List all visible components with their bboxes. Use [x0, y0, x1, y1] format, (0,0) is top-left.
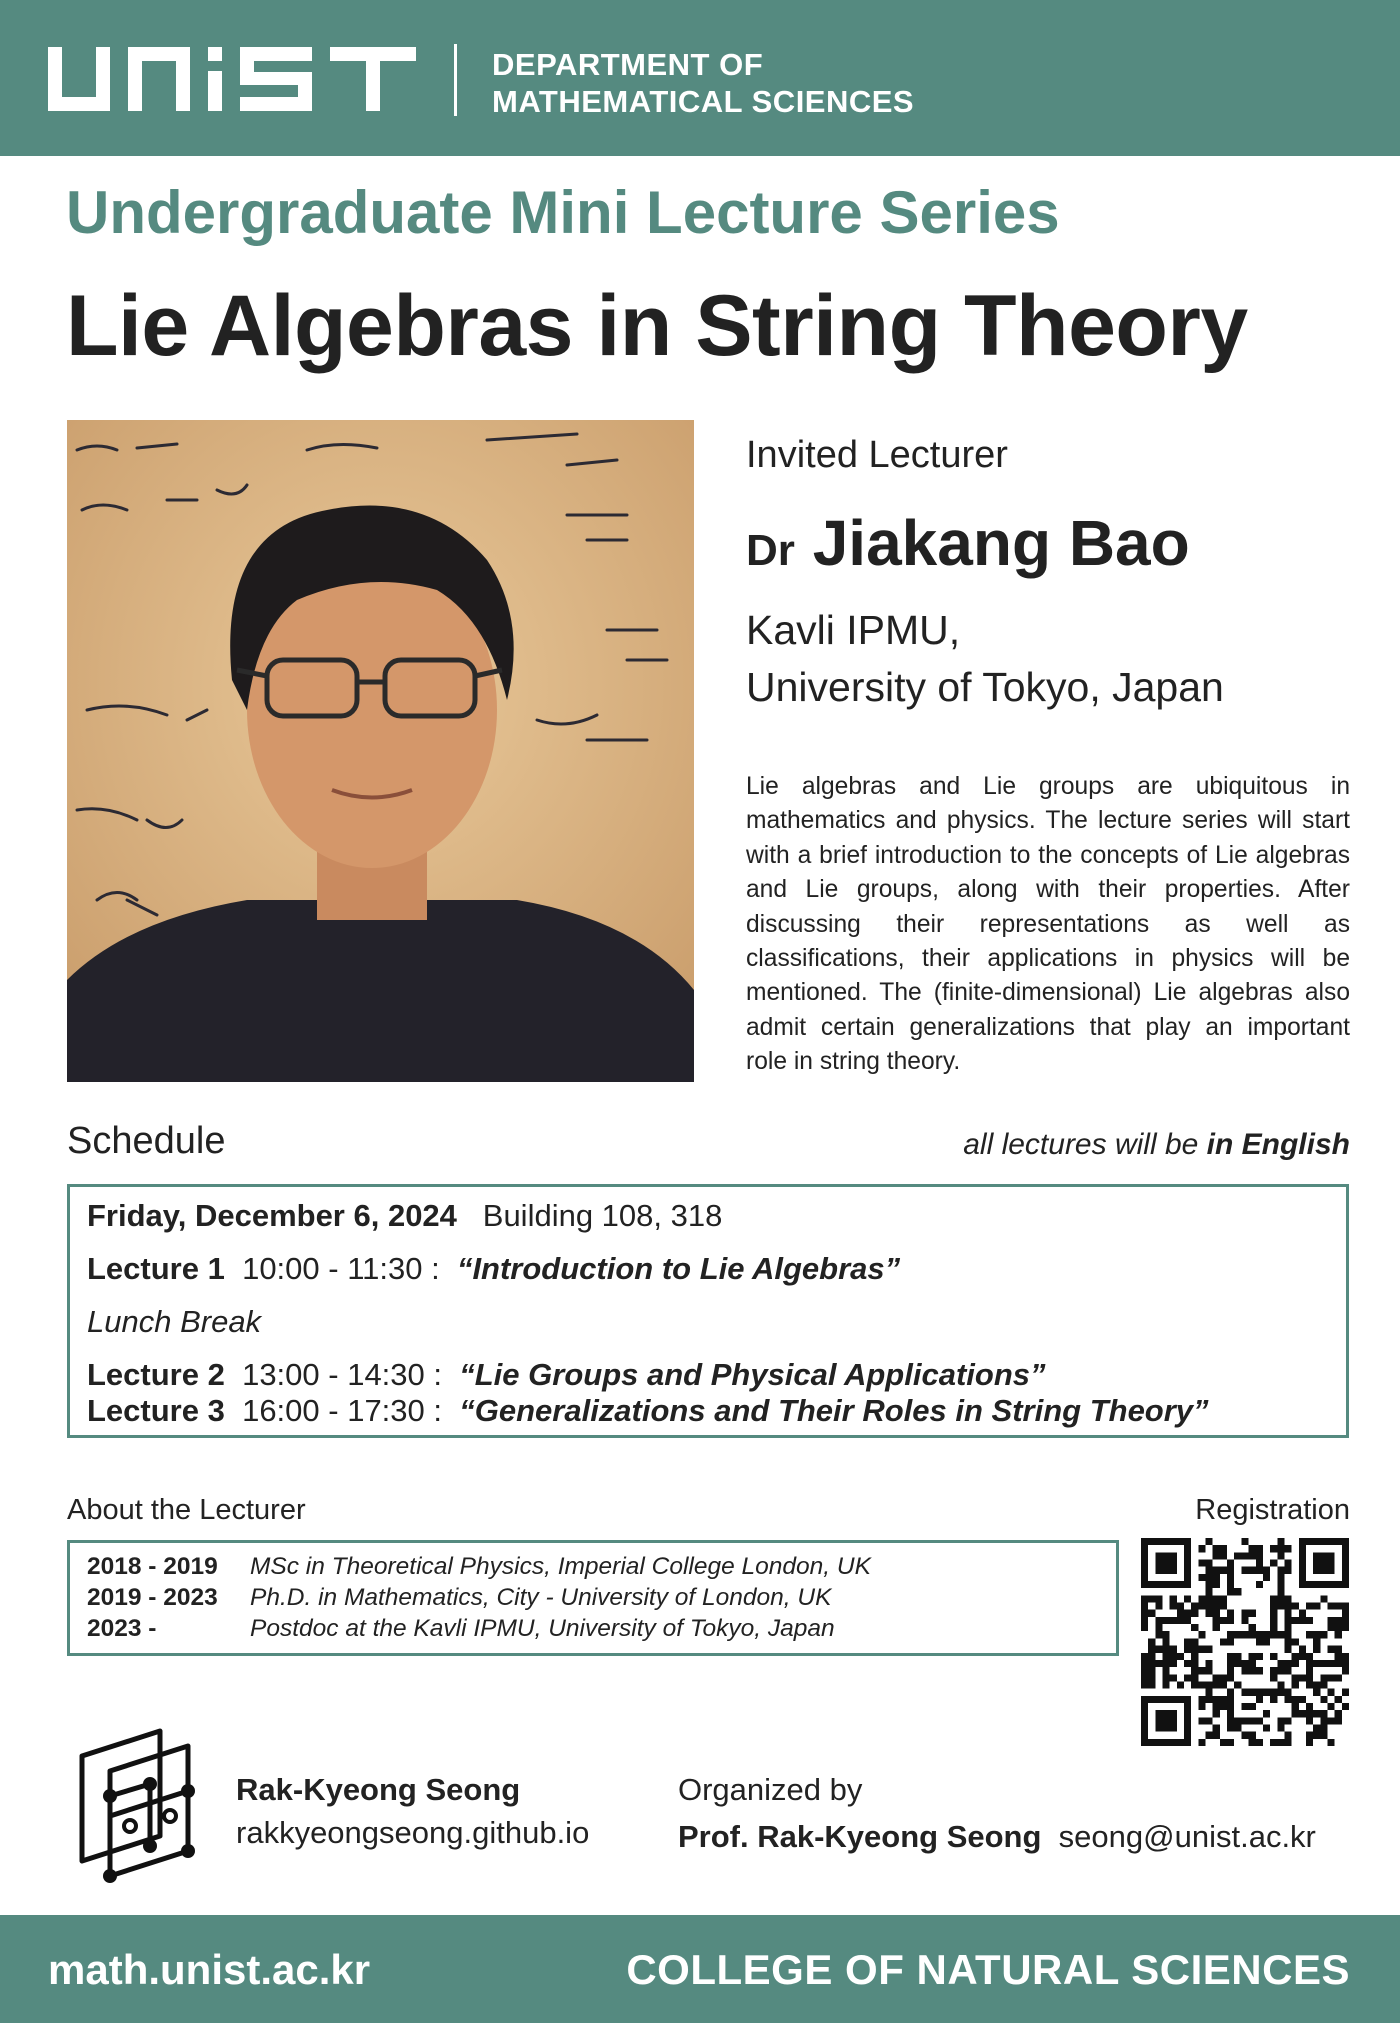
lecturer-affiliation — [746, 602, 1224, 716]
organizer-email-link[interactable]: seong@unist.ac.kr — [1058, 1819, 1316, 1854]
cv-entry — [87, 1613, 835, 1644]
language-note-prefix: all lectures will be — [963, 1128, 1207, 1161]
lecture-label: Lecture 2 — [87, 1357, 225, 1392]
footer-website-link[interactable]: math.unist.ac.kr — [48, 1946, 371, 1993]
schedule-heading: Schedule — [67, 1120, 226, 1162]
series-title: Undergraduate Mini Lecture Series — [66, 179, 1060, 246]
lecture-topic: “Introduction to Lie Algebras” — [456, 1251, 901, 1286]
lunch-break: Lunch Break — [87, 1304, 262, 1339]
lecture-topic: “Generalizations and Their Roles in String Theory” — [459, 1393, 1209, 1428]
cv-years: 2018 - 2019 — [87, 1553, 218, 1580]
footer-bar — [0, 1915, 1400, 2023]
lecture-title: Lie Algebras in String Theory — [66, 278, 1248, 374]
affiliation-line-2: University of Tokyo, Japan — [746, 664, 1224, 710]
organized-by-label: Organized by — [678, 1772, 863, 1807]
cv-years: 2023 - — [87, 1615, 157, 1642]
schedule-box — [67, 1184, 1349, 1438]
schedule-location: Building 108, 318 — [482, 1198, 723, 1233]
schedule-date: Friday, December 6, 2024 — [87, 1198, 457, 1233]
language-note-bold: in English — [1206, 1128, 1350, 1161]
cv-description: MSc in Theoretical Physics, Imperial College London, UK — [250, 1553, 871, 1580]
lecture-row — [87, 1250, 900, 1288]
organizer-line — [678, 1818, 1316, 1856]
about-heading: About the Lecturer — [67, 1494, 306, 1526]
lecture-label: Lecture 3 — [87, 1393, 225, 1428]
branding-name: Rak-Kyeong Seong — [236, 1772, 521, 1807]
lecturer-name — [746, 505, 1190, 589]
branding-website-link[interactable]: rakkyeongseong.github.io — [236, 1815, 590, 1850]
department-line-1: DEPARTMENT OF — [492, 47, 764, 82]
lecture-topic: “Lie Groups and Physical Applications” — [459, 1357, 1046, 1392]
header-divider — [454, 44, 457, 116]
cv-entry — [87, 1551, 871, 1582]
cv-description: Postdoc at the Kavli IPMU, University of Tokyo, Japan — [250, 1615, 835, 1642]
lecture-time: 13:00 - 14:30 : — [242, 1357, 443, 1392]
about-box — [67, 1540, 1119, 1656]
lecturer-photo — [67, 420, 694, 1082]
lecture-time: 10:00 - 11:30 : — [242, 1251, 440, 1286]
cv-years: 2019 - 2023 — [87, 1584, 218, 1611]
lecture-label: Lecture 1 — [87, 1251, 225, 1286]
lecturer-fullname: Jiakang Bao — [812, 507, 1190, 579]
department-line-2: MATHEMATICAL SCIENCES — [492, 84, 915, 119]
affiliation-line-1: Kavli IPMU, — [746, 607, 961, 653]
header-bar — [0, 0, 1400, 156]
lecture-abstract: Lie algebras and Lie groups are ubiquitous in mathematics and physics. The lecture series will start with a brief introduction to the concepts of Lie algebras and Lie groups, along with their properties. After discussing their representations as well as classifications, their applications in physics will be mentioned. The (finite-dimensional) Lie algebras also admit certain generalizations that play an important role in string theory. — [746, 773, 1350, 1076]
cv-description: Ph.D. in Mathematics, City - University of London, UK — [250, 1584, 832, 1611]
cv-entry — [87, 1582, 831, 1613]
lecture-row — [87, 1392, 1209, 1430]
department-name — [492, 46, 914, 120]
unist-logo — [48, 47, 416, 111]
schedule-date-row — [87, 1197, 722, 1235]
lecturer-title-prefix: Dr — [746, 526, 795, 575]
footer-college-name: COLLEGE OF NATURAL SCIENCES — [626, 1946, 1350, 1993]
language-note — [963, 1125, 1350, 1165]
rak-kyeong-seong-logo — [70, 1726, 206, 1886]
registration-label: Registration — [1195, 1494, 1350, 1526]
registration-qr-code[interactable] — [1141, 1538, 1349, 1746]
organizer-name: Prof. Rak-Kyeong Seong — [678, 1819, 1042, 1854]
lecture-time: 16:00 - 17:30 : — [242, 1393, 443, 1428]
lecture-row — [87, 1356, 1046, 1394]
invited-lecturer-label: Invited Lecturer — [746, 434, 1008, 476]
